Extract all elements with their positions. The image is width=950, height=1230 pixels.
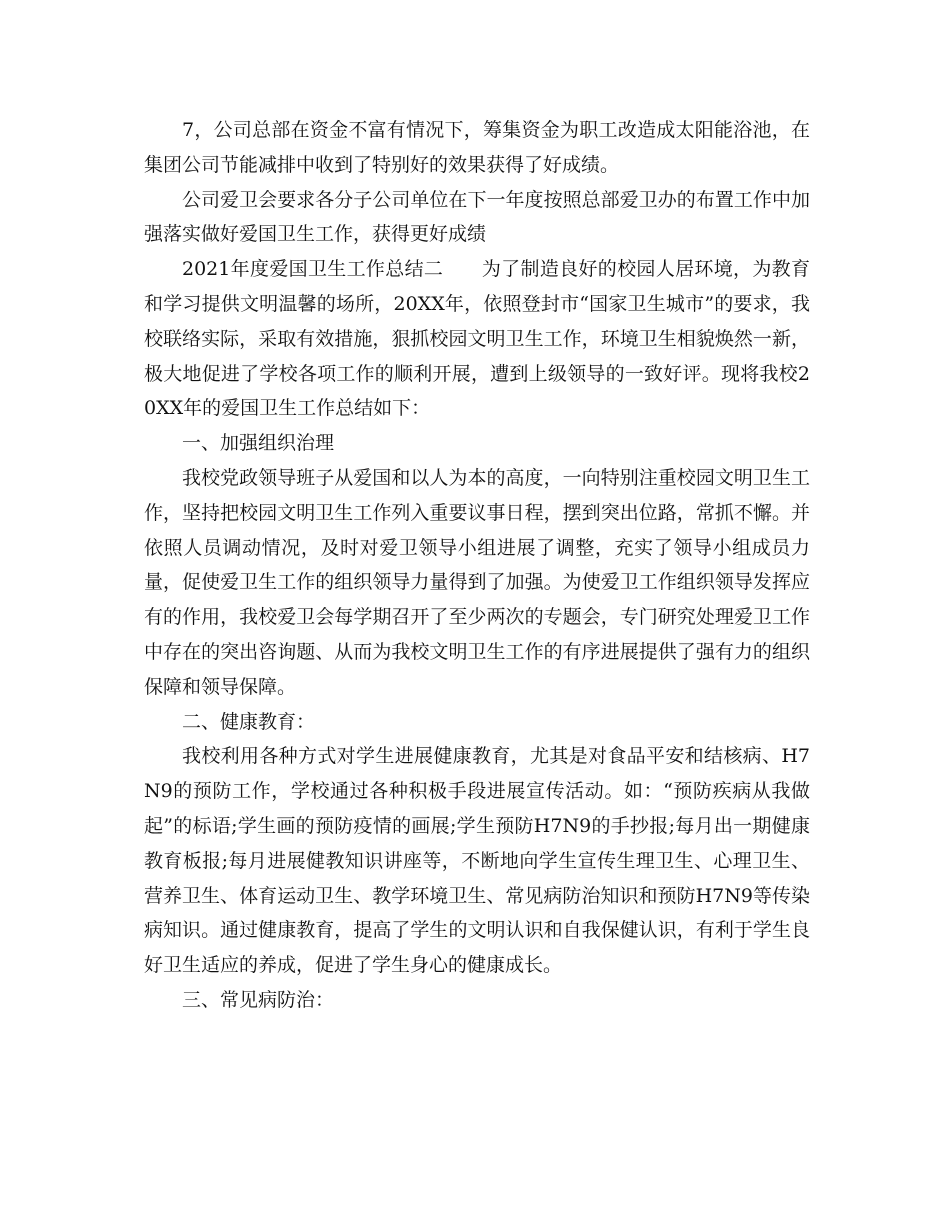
document-body — [144, 113, 810, 1018]
paragraph-health-education: 我校利用各种方式对学生进展健康教育，尤其是对食品平安和结核病、H7N9的预防工作，学校通过各种积极手段进展宣传活动。如：“预防疾病从我做起”的标语;学生画的预防疫情的画展;学生预防H7N9的手抄报;每月出一期健康教育板报;每月进展健教知识讲座等，不断地向学生宣传生理卫生、心理卫生、营养卫生、体育运动卫生、教学环境卫生、常见病防治知识和预防H7N9等传染病知识。通过健康教育，提高了学生的文明认识和自我保健认识，有利于学生良好卫生适应的养成，促进了学生身心的健康成长。 — [144, 745, 810, 977]
paragraph-organization: 我校党政领导班子从爱国和以人为本的高度，一向特别注重校园文明卫生工作，坚持把校园文明卫生工作列入重要议事日程，摆到突出位路，常抓不懈。并依照人员调动情况，及时对爱卫领导小组进展了调整，充实了领导小组成员力量，促使爱卫生工作的组织领导力量得到了加强。为使爱卫工作组织领导发挥应有的作用，我校爱卫会每学期召开了至少两次的专题会，专门研究处理爱卫工作中存在的突出咨询题、从而为我校文明卫生工作的有序进展提供了强有力的组织保障和领导保障。 — [144, 466, 810, 698]
section-heading-organization: 一、加强组织治理 — [182, 432, 335, 455]
paragraph-patriotic-health-requirement: 公司爱卫会要求各分子公司单位在下一年度按照总部爱卫办的布置工作中加强落实做好爱国卫生工作，获得更好成绩 — [144, 188, 810, 246]
paragraph-item-7-solar-bath: 7，公司总部在资金不富有情况下，筹集资金为职工改造成太阳能浴池，在集团公司节能减排中收到了特别好的效果获得了好成绩。 — [144, 119, 810, 176]
paragraph-summary-two-intro: 2021年度爱国卫生工作总结二 为了制造良好的校园人居环境，为教育和学习提供文明温馨的场所，20XX年，依照登封市“国家卫生城市”的要求，我校联络实际，采取有效措施，狠抓校园文明卫生工作，环境卫生相貌焕然一新，极大地促进了学校各项工作的顺利开展，遭到上级领导的一致好评。现将我校20XX年的爱国卫生工作总结如下： — [144, 258, 810, 420]
section-heading-health-education: 二、健康教育： — [182, 710, 316, 733]
section-heading-common-disease: 三、常见病防治： — [182, 988, 335, 1011]
